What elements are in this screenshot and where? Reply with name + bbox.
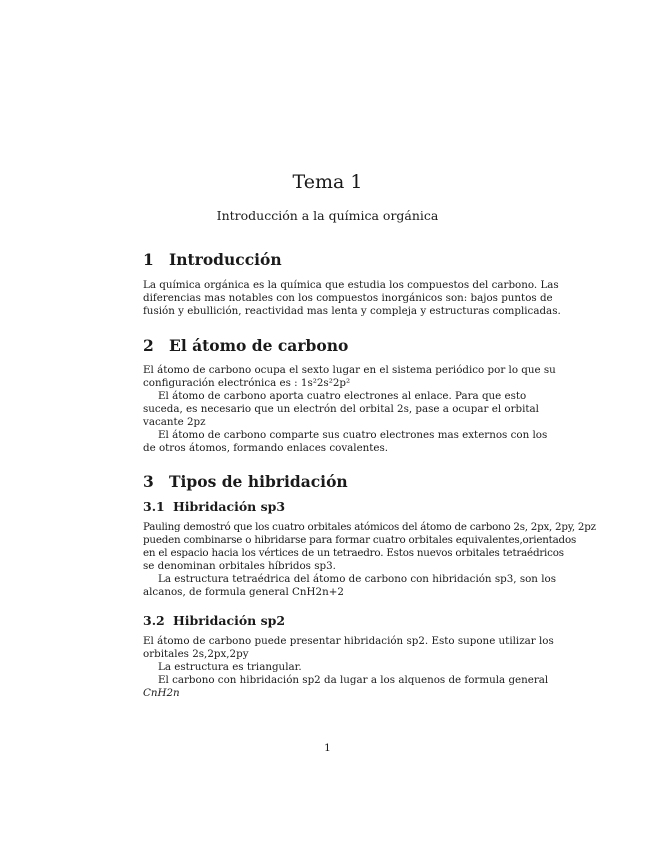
paragraph-line: de otros átomos, formando enlaces covalentes.	[143, 442, 389, 454]
paragraph-line: La química orgánica es la química que estudia los compuestos del carbono. Las	[143, 279, 559, 291]
section-heading-atomo-carbono	[143, 336, 348, 355]
section-number: 3	[143, 472, 154, 491]
section-number: 1	[143, 250, 154, 269]
subsection-heading-sp3	[143, 499, 285, 514]
page-number: 1	[324, 742, 331, 754]
paragraph-line: en el espacio hacia los vértices de un tetraedro. Estos nuevos orbitales tetraédricos	[143, 547, 564, 559]
section-heading-tipos-hibridacion	[143, 472, 348, 491]
paragraph-line: suceda, es necesario que un electrón del orbital 2s, pase a ocupar el orbital	[143, 403, 539, 415]
paragraph-line: vacante 2pz	[143, 416, 206, 428]
paragraph-line: El carbono con hibridación sp2 da lugar a los alquenos de formula general	[158, 674, 549, 686]
paragraph-line: configuración electrónica es : 1s²2s²2p²	[143, 377, 351, 389]
paragraph-line: La estructura es triangular.	[158, 661, 302, 673]
paragraph-line: orbitales 2s,2px,2py	[143, 648, 249, 660]
paragraph-line: El átomo de carbono aporta cuatro electrones al enlace. Para que esto	[158, 390, 527, 402]
paragraph-line: El átomo de carbono puede presentar hibridación sp2. Esto supone utilizar los	[143, 635, 554, 647]
paragraph-line: fusión y ebullición, reactividad mas lenta y compleja y estructuras complicadas.	[143, 305, 561, 317]
section-title: El átomo de carbono	[169, 336, 349, 355]
section-title: Introducción	[169, 250, 282, 269]
paragraph-line: pueden combinarse o hibridarse para formar cuatro orbitales equivalentes,orientados	[143, 534, 577, 546]
paragraph-line: El átomo de carbono comparte sus cuatro electrones mas externos con los	[158, 429, 548, 441]
subsection-number: 3.2	[143, 613, 165, 628]
paragraph-line: El átomo de carbono ocupa el sexto lugar en el sistema periódico por lo que su	[143, 364, 556, 376]
paragraph-line: CnH2n	[143, 687, 180, 699]
paragraph-line: se denominan orbitales híbridos sp3.	[143, 560, 336, 572]
document-title: Tema 1	[292, 171, 363, 193]
section-title: Tipos de hibridación	[169, 472, 348, 491]
paragraph-line: alcanos, de formula general CnH2n+2	[143, 586, 344, 598]
section-heading-introduccion	[143, 250, 282, 269]
paragraph-line: La estructura tetraédrica del átomo de carbono con hibridación sp3, son los	[158, 573, 556, 585]
subsection-title: Hibridación sp2	[173, 613, 286, 628]
document-subtitle: Introducción a la química orgánica	[216, 208, 439, 223]
subsection-heading-sp2	[143, 613, 285, 628]
paragraph-line: Pauling demostró que los cuatro orbitales atómicos del átomo de carbono 2s, 2px, 2py, 2pz	[143, 521, 596, 533]
subsection-title: Hibridación sp3	[173, 499, 286, 514]
subsection-number: 3.1	[143, 499, 165, 514]
paragraph-line: diferencias mas notables con los compuestos inorgánicos son: bajos puntos de	[143, 292, 553, 304]
section-number: 2	[143, 336, 154, 355]
